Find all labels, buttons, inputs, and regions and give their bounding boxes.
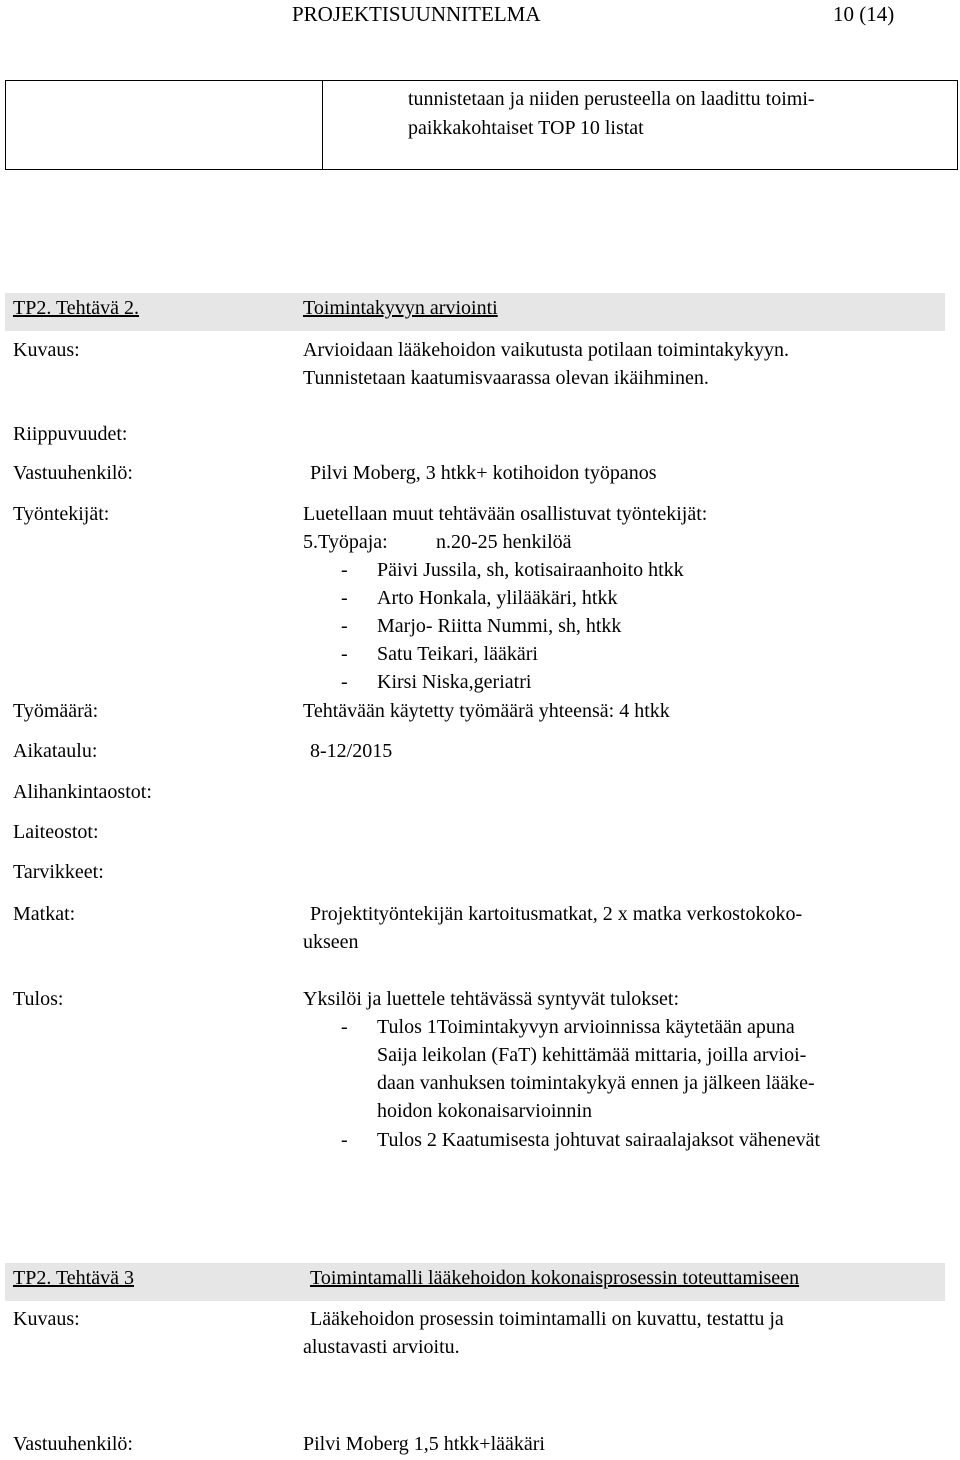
task2-vastuu-label: Vastuuhenkilö: <box>13 462 133 484</box>
task2-tyopaja-size: n.20-25 henkilöä <box>436 531 572 553</box>
task3-kuvaus-line: Lääkehoidon prosessin toimintamalli on kuvattu, testattu ja <box>310 1308 784 1330</box>
task2-kuvaus-label: Kuvaus: <box>13 339 80 361</box>
task2-laiteostot-label: Laiteostot: <box>13 821 99 843</box>
task2-aikataulu-label: Aikataulu: <box>13 740 98 762</box>
task2-tarvikkeet-label: Tarvikkeet: <box>13 861 104 883</box>
task2-tyopaja-label: 5.Työpaja: <box>303 531 388 553</box>
task2-riippuvuudet-label: Riippuvuudet: <box>13 423 128 445</box>
result-item-continuation: daan vanhuksen toimintakykyä ennen ja jälkeen lääke- <box>377 1072 815 1094</box>
continued-line: tunnistetaan ja niiden perusteella on laadittu toimi- <box>408 88 815 110</box>
worker-item: - Päivi Jussila, sh, kotisairaanhoito htkk <box>341 559 684 581</box>
task3-kuvaus-label: Kuvaus: <box>13 1308 80 1330</box>
task3-title: Toimintamalli lääkehoidon kokonaisprosessin toteuttamiseen <box>310 1267 800 1289</box>
task2-tyontekijat-intro: Luetellaan muut tehtävään osallistuvat työntekijät: <box>303 503 708 525</box>
document-title: PROJEKTISUUNNITELMA <box>292 2 541 26</box>
task2-matkat-line: ukseen <box>303 931 359 953</box>
task2-kuvaus-line: Arvioidaan lääkehoidon vaikutusta potilaan toimintakykyyn. <box>303 339 790 361</box>
worker-item: - Satu Teikari, lääkäri <box>341 643 538 665</box>
worker-item: - Arto Honkala, ylilääkäri, htkk <box>341 587 618 609</box>
result-item-continuation: Saija leikolan (FaT) kehittämää mittaria, joilla arvioi- <box>377 1044 807 1066</box>
continued-table-box <box>5 80 958 170</box>
task3-id: TP2. Tehtävä 3 <box>13 1267 134 1289</box>
task3-kuvaus-line: alustavasti arvioitu. <box>303 1336 460 1358</box>
result-item: - Tulos 1Toimintakyvyn arvioinnissa käytetään apuna <box>341 1016 795 1038</box>
worker-item: - Marjo- Riitta Nummi, sh, htkk <box>341 615 622 637</box>
task2-aikataulu-value: 8-12/2015 <box>310 740 393 762</box>
task2-matkat-line: Projektityöntekijän kartoitusmatkat, 2 x matka verkostokoko- <box>310 903 803 925</box>
task2-tyomaara-value: Tehtävään käytetty työmäärä yhteensä: 4 htkk <box>303 700 670 722</box>
result-item: - Tulos 2 Kaatumisesta johtuvat sairaalajaksot vähenevät <box>341 1129 821 1151</box>
task2-kuvaus-line: Tunnistetaan kaatumisvaarassa olevan ikäihminen. <box>303 367 709 389</box>
continued-text <box>408 85 815 143</box>
continued-line: paikkakohtaiset TOP 10 listat <box>408 117 644 139</box>
worker-item: - Kirsi Niska,geriatri <box>341 671 532 693</box>
task3-vastuu-value: Pilvi Moberg 1,5 htkk+lääkäri <box>303 1433 545 1455</box>
task2-tulos-label: Tulos: <box>13 988 64 1010</box>
task2-tulos-intro: Yksilöi ja luettele tehtävässä syntyvät tulokset: <box>303 988 680 1010</box>
task2-id: TP2. Tehtävä 2. <box>13 297 139 319</box>
task2-vastuu-value: Pilvi Moberg, 3 htkk+ kotihoidon työpanos <box>310 462 657 484</box>
result-item-continuation: hoidon kokonaisarvioinnin <box>377 1100 592 1122</box>
task2-title: Toimintakyvyn arviointi <box>303 297 498 319</box>
page-number: 10 (14) <box>833 2 895 26</box>
table-divider <box>322 81 323 169</box>
task2-alihankinta-label: Alihankintaostot: <box>13 781 152 803</box>
task3-vastuu-label: Vastuuhenkilö: <box>13 1433 133 1455</box>
task2-tyontekijat-label: Työntekijät: <box>13 503 110 525</box>
task2-matkat-label: Matkat: <box>13 903 76 925</box>
task2-tyomaara-label: Työmäärä: <box>13 700 99 722</box>
